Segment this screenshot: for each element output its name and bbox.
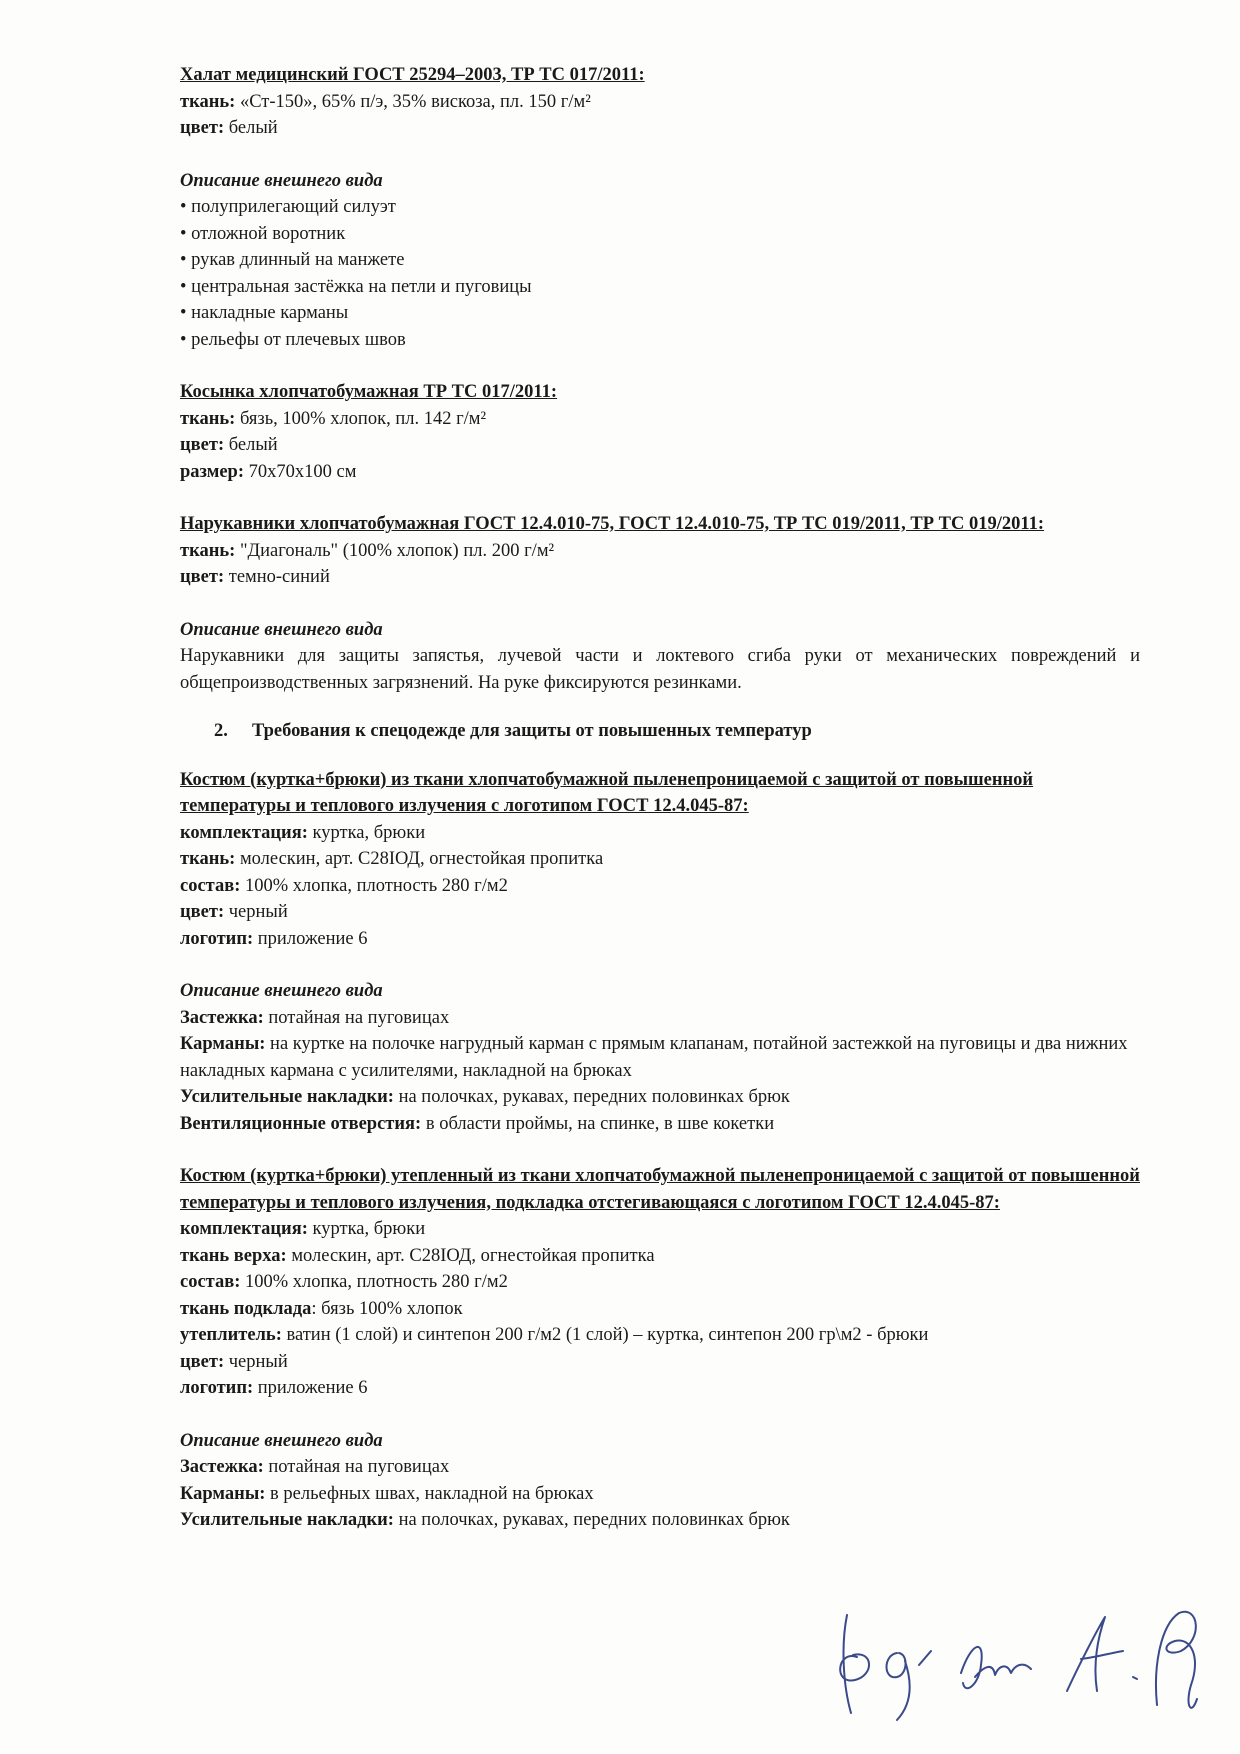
field-logo: логотип: приложение 6 xyxy=(180,928,368,949)
item-title: Халат медицинский ГОСТ 25294–2003, ТР ТС 017/2011: xyxy=(180,65,645,85)
field-insulation: утеплитель: ватин (1 слой) и синтепон 200 г/м2 (1 слой) – куртка, синтепон 200 гр\м2 - брюки xyxy=(180,1325,929,1345)
description-title: Описание внешнего вида xyxy=(180,170,383,191)
description-title: Описание внешнего вида xyxy=(180,1430,383,1451)
item-title: Костюм (куртка+брюки) из ткани хлопчатобумажной пыленепроницаемой с защитой от повышенной температуры и теплового излучения с логотипом ГОСТ 12.4.045-87: xyxy=(180,769,1034,816)
description-title: Описание внешнего вида xyxy=(180,619,383,640)
field-color: цвет: белый xyxy=(180,435,278,455)
item-insulated-suit xyxy=(180,1163,1140,1534)
field-logo: логотип: приложение 6 xyxy=(180,1378,368,1398)
section-number: 2. xyxy=(214,721,228,741)
section-title: Требования к спецодежде для защиты от повышенных температур xyxy=(252,721,812,741)
field-color: цвет: черный xyxy=(180,902,288,922)
field-color: цвет: черный xyxy=(180,1351,288,1372)
item-kerchief xyxy=(180,379,1140,485)
field-fabric: ткань: «Ст-150», 65% п/э, 35% вискоза, пл. 150 г/м² xyxy=(180,91,591,112)
field-lining: ткань подклада: бязь 100% хлопок xyxy=(180,1298,463,1319)
desc-reinforcements: Усилительные накладки: на полочках, рукавах, передних половинках брюк xyxy=(180,1087,790,1107)
desc-fastener: Застежка: потайная на пуговицах xyxy=(180,1457,450,1477)
field-composition: состав: 100% хлопка, плотность 280 г/м2 xyxy=(180,1272,508,1292)
bullet-item: • полуприлегающий силуэт xyxy=(180,197,396,217)
field-fabric: ткань: "Диагональ" (100% хлопок) пл. 200 г/м² xyxy=(180,540,555,561)
desc-pockets: Карманы: в рельефных швах, накладной на брюках xyxy=(180,1483,594,1504)
bullet-item: • рукав длинный на манжете xyxy=(180,250,405,270)
desc-fastener: Застежка: потайная на пуговицах xyxy=(180,1007,450,1028)
desc-ventilation: Вентиляционные отверстия: в области проймы, на спинке, в шве кокетки xyxy=(180,1113,775,1134)
item-title: Нарукавники хлопчатобумажная ГОСТ 12.4.010-75, ГОСТ 12.4.010-75, ТР ТС 019/2011, ТР ТС 019/2011: xyxy=(180,514,1045,534)
field-fabric: ткань: бязь, 100% хлопок, пл. 142 г/м² xyxy=(180,408,487,429)
field-color: цвет: темно-синий xyxy=(180,567,330,587)
bullet-item: • центральная застёжка на петли и пуговицы xyxy=(180,276,532,297)
field-color: цвет: белый xyxy=(180,118,278,138)
bullet-item: • отложной воротник xyxy=(180,223,346,244)
section-heading xyxy=(214,718,1140,745)
handwritten-signatures xyxy=(835,1595,1225,1725)
item-oversleeves xyxy=(180,511,1140,696)
item-title: Косынка хлопчатобумажная ТР ТС 017/2011: xyxy=(180,382,558,402)
field-size: размер: 70х70х100 см xyxy=(180,461,357,482)
item-coat xyxy=(180,62,1140,353)
item-suit xyxy=(180,767,1140,1138)
field-composition: состав: 100% хлопка, плотность 280 г/м2 xyxy=(180,875,508,896)
desc-pockets: Карманы: на куртке на полочке нагрудный карман с прямым клапанам, потайной застежкой на пуговицы и два нижних накладных кармана с усилителями, накладной на брюках xyxy=(180,1034,1128,1081)
document-page xyxy=(180,62,1140,1534)
bullet-item: • накладные карманы xyxy=(180,303,349,323)
description-paragraph: Нарукавники для защиты запястья, лучевой части и локтевого сгиба руки от механических повреждений и общепроизводственных загрязнений. На руке фиксируются резинками. xyxy=(180,646,1140,693)
item-title: Костюм (куртка+брюки) утепленный из ткани хлопчатобумажной пыленепроницаемой с защитой от повышенной температуры и теплового излучения, подкладка отстегивающаяся с логотипом ГОСТ 12.4.045-87: xyxy=(180,1166,1140,1213)
desc-reinforcements: Усилительные накладки: на полочках, рукавах, передних половинках брюк xyxy=(180,1510,790,1530)
field-set: комплектация: куртка, брюки xyxy=(180,822,426,843)
field-set: комплектация: куртка, брюки xyxy=(180,1219,426,1239)
field-fabric: ткань: молескин, арт. С28ІОД, огнестойкая пропитка xyxy=(180,849,604,869)
bullet-item: • рельефы от плечевых швов xyxy=(180,329,406,350)
field-outer-fabric: ткань верха: молескин, арт. С28ІОД, огнестойкая пропитка xyxy=(180,1245,655,1266)
description-title: Описание внешнего вида xyxy=(180,981,383,1001)
